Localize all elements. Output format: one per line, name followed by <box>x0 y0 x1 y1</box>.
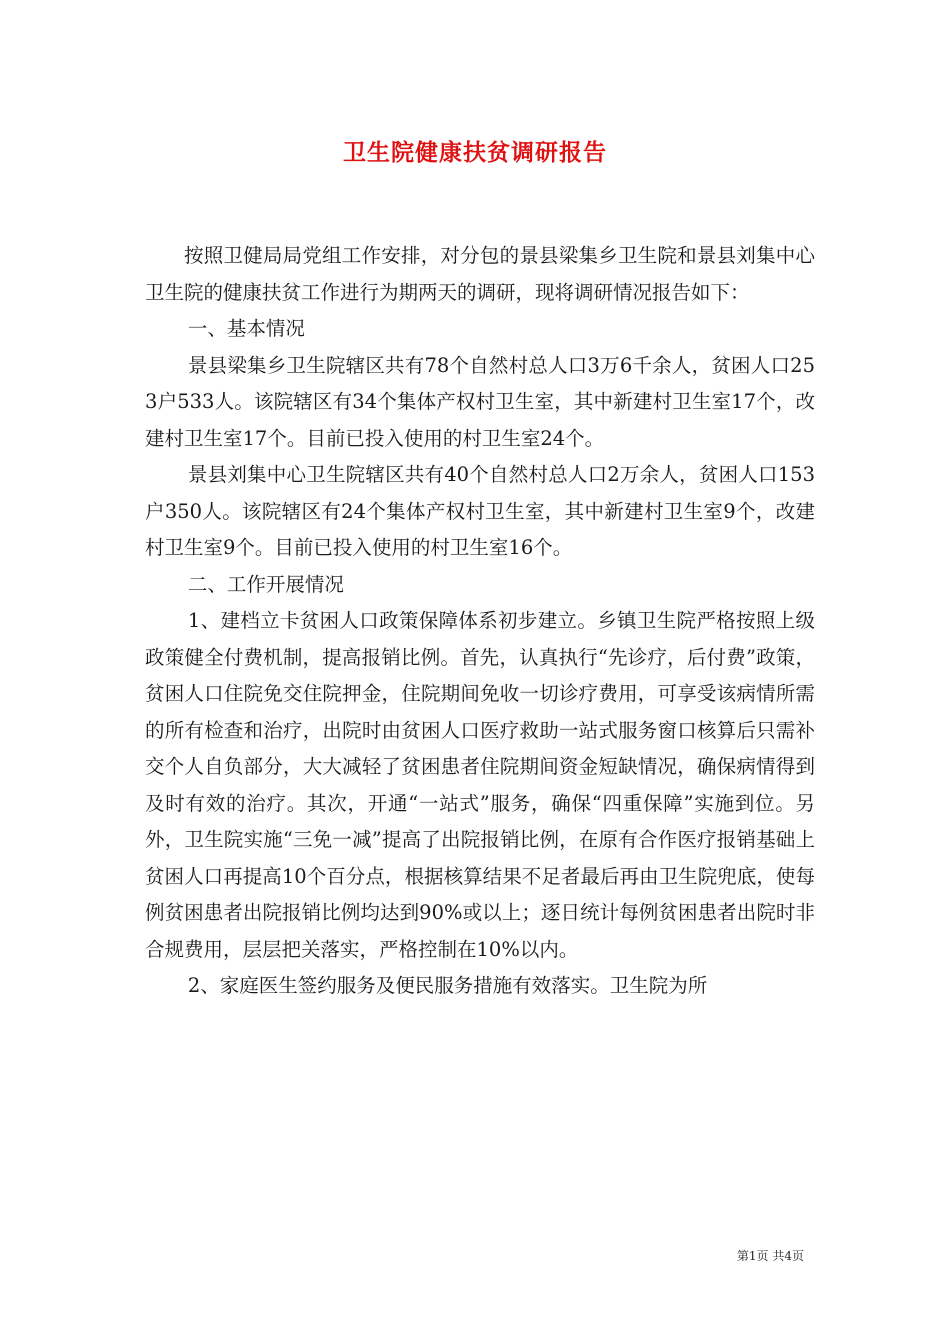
section-heading-basic: 一、基本情况 <box>187 317 305 340</box>
document-title: 卫生院健康扶贫调研报告 <box>343 139 607 166</box>
paragraph-liangji: 景县梁集乡卫生院辖区共有78个自然村总人口3万6千余人，贫困人口253户533人。该院辖区有34个集体产权村卫生室，其中新建村卫生室17个，改建村卫生室17个。目前已投入使用的村卫生室24个。 <box>145 353 815 450</box>
section-heading-work: 二、工作开展情况 <box>187 572 344 596</box>
document-body <box>145 238 815 1005</box>
paragraph-intro: 按照卫健局局党组工作安排，对分包的景县梁集乡卫生院和景县刘集中心卫生院的健康扶贫工作进行为期两天的调研，现将调研情况报告如下： <box>145 244 815 304</box>
paragraph-item-2: 2、家庭医生签约服务及便民服务措施有效落实。卫生院为所 <box>187 974 708 997</box>
paragraph-item-1: 1、建档立卡贫困人口政策保障体系初步建立。乡镇卫生院严格按照上级政策健全付费机制，提高报销比例。首先，认真执行“先诊疗，后付费”政策，贫困人口住院免交住院押金，住院期间免收一切诊疗费用，可享受该病情所需的所有检查和治疗，出院时由贫困人口医疗救助一站式服务窗口核算后只需补交个人自负部分，大大减轻了贫困患者住院期间资金短缺情况，确保病情得到及时有效的治疗。其次，开通“一站式”服务，确保“四重保障”实施到位。另外，卫生院实施“三免一减”提高了出院报销比例，在原有合作医疗报销基础上贫困人口再提高10个百分点，根据核算结果不足者最后再由卫生院兜底，使每例贫困患者出院报销比例均达到90%或以上；逐日统计每例贫困患者出院时非合规费用，层层把关落实，严格控制在10%以内。 <box>145 609 815 961</box>
page-number: 第1页 共4页 <box>736 1249 804 1263</box>
paragraph-liuji: 景县刘集中心卫生院辖区共有40个自然村总人口2万余人，贫困人口153户350人。该院辖区有24个集体产权村卫生室，其中新建村卫生室9个，改建村卫生室9个。目前已投入使用的村卫生室16个。 <box>145 463 815 559</box>
